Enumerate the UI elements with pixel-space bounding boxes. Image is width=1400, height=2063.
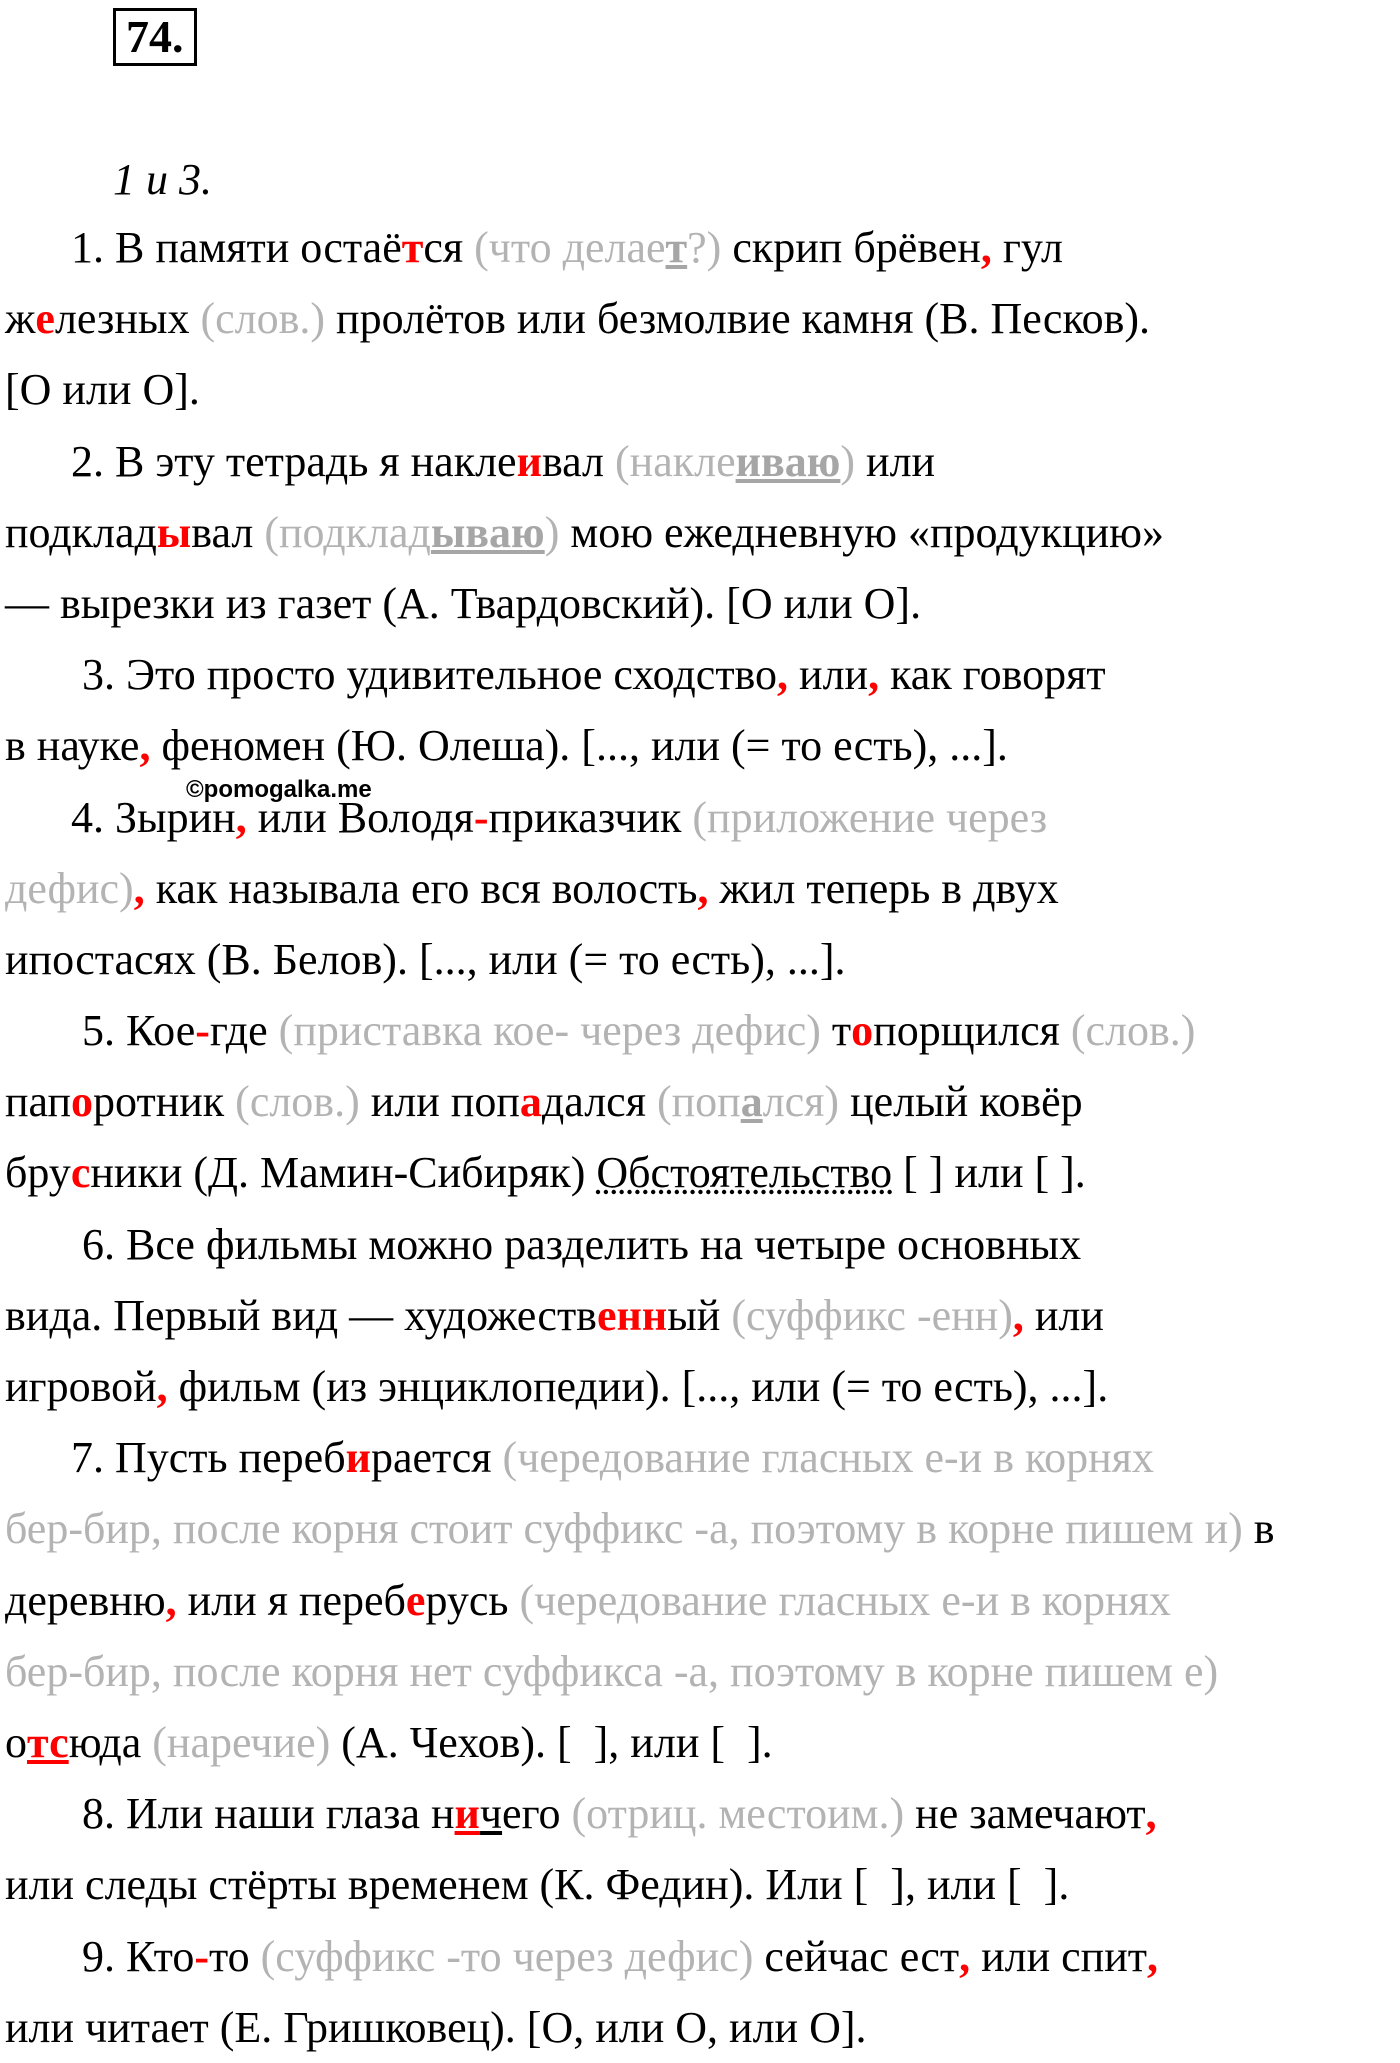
text-segment: как говорят (879, 650, 1106, 700)
text-segment: как называла его вся волость (144, 863, 698, 913)
text-line (5, 995, 1397, 1066)
text-segment: вида. Первый вид — художеств (5, 1290, 597, 1340)
grammar-note: (отриц. местоим.) (571, 1789, 905, 1839)
grammar-note: (приложение через (692, 792, 1048, 842)
text-segment: или (855, 436, 936, 486)
grammar-note: (подклад (264, 507, 431, 557)
text-line (5, 1066, 1397, 1137)
text-segment: бру (5, 1148, 71, 1198)
text-line (5, 212, 1397, 283)
highlighted-letter: , (139, 721, 151, 771)
text-segment: ч (479, 1789, 503, 1839)
highlighted-letter: ы (156, 507, 192, 557)
text-segment: пролётов или безмолвие камня (В. Песков). (325, 294, 1151, 344)
text-segment: 1. В памяти остаё (5, 223, 402, 272)
text-segment: или Володя (246, 792, 474, 842)
highlighted-letter: , (165, 1575, 177, 1625)
text-segment: порщился (873, 1006, 1071, 1056)
text-segment: пап (5, 1077, 72, 1127)
text-segment: 7. Пусть переб (5, 1433, 346, 1483)
text-line (5, 710, 1397, 781)
text-segment: рается (370, 1433, 503, 1483)
text-segment: 6. Все фильмы можно разделить на четыре основных (5, 1219, 1082, 1269)
highlighted-letter: т (401, 223, 424, 272)
text-segment: деревню (5, 1575, 166, 1625)
text-segment: (А. Чехов). [ ], или [ ]. (330, 1717, 773, 1767)
highlighted-letter: а (519, 1077, 542, 1127)
grammar-note: (наречие) (152, 1717, 331, 1767)
text-segment: ся (423, 223, 475, 272)
text-segment: или я переб (176, 1575, 406, 1625)
highlighted-letter: и (516, 436, 542, 486)
text-line (5, 1565, 1397, 1636)
text-segment: то (208, 1931, 261, 1981)
grammar-note: бер-бир, после корня стоит суффикс -а, поэтому в корне пишем и) (5, 1504, 1243, 1554)
text-segment: вал (541, 436, 616, 486)
text-segment: ж (5, 294, 36, 344)
grammar-note: (чередование гласных е-и в корнях (519, 1575, 1171, 1625)
highlighted-letter: , (868, 650, 880, 700)
text-segment: или читает (Е. Гришковец). [О, или О, или О]. (5, 2002, 867, 2052)
text-segment: фильм (из энциклопедии). [..., или (= то есть), ...]. (167, 1362, 1109, 1411)
text-segment: приказчик (488, 792, 693, 842)
text-segment: лезных (54, 294, 201, 344)
text-segment: 4. Зырин (5, 792, 236, 842)
text-line (5, 1493, 1397, 1564)
highlighted-letter: с (70, 1148, 91, 1198)
highlighted-letter: о (851, 1006, 874, 1056)
grammar-note: иваю (735, 436, 841, 486)
text-segment: игровой (5, 1362, 157, 1411)
grammar-note: а (740, 1077, 763, 1127)
text-line (5, 924, 1397, 995)
text-segment: или следы стёрты временем (К. Федин). Или [ ], или [ ]. (5, 1860, 1070, 1910)
text-line (5, 354, 1397, 425)
text-segment: ники (Д. Мамин-Сибиряк) (90, 1148, 597, 1198)
text-line (5, 426, 1397, 497)
text-line (5, 639, 1397, 710)
highlighted-letter: , (156, 1362, 168, 1411)
text-segment: вал (191, 507, 265, 557)
highlighted-letter: , (1012, 1290, 1024, 1340)
text-segment: [О или О]. (5, 365, 200, 415)
highlighted-letter: , (777, 650, 789, 700)
text-segment: целый ковёр (839, 1077, 1083, 1127)
highlighted-letter: , (235, 792, 247, 842)
text-line (5, 1921, 1397, 1992)
text-segment: в науке (5, 721, 140, 771)
grammar-note: (суффикс -то через дефис) (260, 1931, 754, 1981)
text-line (5, 1992, 1397, 2063)
grammar-note: лся) (762, 1077, 840, 1127)
text-segment: в (1242, 1504, 1275, 1554)
text-segment: феномен (Ю. Олеша). [..., или (= то есть), ...]. (150, 721, 1008, 771)
text-line (5, 1707, 1397, 1778)
highlighted-letter: , (1147, 1931, 1158, 1981)
text-segment: сейчас ест (753, 1931, 960, 1981)
grammar-note: бер-бир, после корня нет суффикса -а, поэтому в корне пишем е) (5, 1646, 1219, 1696)
text-line (5, 853, 1397, 924)
text-segment: 5. Кое (5, 1006, 196, 1056)
text-segment: гул (991, 223, 1063, 272)
text-segment: 9. Кто (5, 1931, 195, 1981)
text-segment: т (820, 1006, 852, 1056)
text-line (5, 1280, 1397, 1351)
grammar-note: ) (840, 436, 856, 486)
text-segment: [ ] или [ ]. (892, 1148, 1086, 1198)
text-segment: 2. В эту тетрадь я накле (5, 436, 517, 486)
grammar-note: (чередование гласных е-и в корнях (502, 1433, 1154, 1483)
grammar-note: (что делае (474, 223, 666, 272)
grammar-note: дефис) (5, 863, 134, 913)
text-segment: подклад (5, 507, 157, 557)
grammar-note: (накле (615, 436, 736, 486)
grammar-note: (слов.) (235, 1077, 360, 1127)
highlighted-letter: и (345, 1433, 371, 1483)
text-segment: дался (541, 1077, 657, 1127)
text-line (5, 1209, 1397, 1280)
highlighted-letter: - (194, 1931, 209, 1981)
text-segment: о (5, 1717, 27, 1767)
text-line (5, 1778, 1397, 1849)
text-segment: скрип брёвен (721, 223, 981, 272)
section-label: 1 и 3. (113, 155, 212, 204)
text-segment: юда (68, 1717, 153, 1767)
text-segment: жил теперь в двух (708, 863, 1059, 913)
exercise-number: 74. (113, 8, 197, 66)
grammar-note: (слов.) (200, 294, 326, 344)
grammar-note: (слов.) (1070, 1006, 1196, 1056)
grammar-note: (поп (656, 1077, 741, 1127)
watermark: ©pomogalka.me (186, 776, 372, 803)
highlighted-letter: е (405, 1575, 426, 1625)
text-line (5, 1137, 1397, 1208)
text-segment: ротник (93, 1077, 236, 1127)
text-segment: ый (667, 1290, 732, 1340)
text-line (5, 1849, 1397, 1920)
highlighted-letter: , (133, 863, 145, 913)
text-segment: или (1023, 1290, 1104, 1340)
grammar-note: (суффикс -енн) (731, 1290, 1013, 1340)
text-segment: 8. Или наши глаза н (5, 1789, 455, 1839)
grammar-note: ываю (430, 507, 545, 557)
text-line (5, 1422, 1397, 1493)
text-segment: Обстоятельство (596, 1148, 893, 1198)
grammar-note: ) (544, 507, 560, 557)
highlighted-letter: о (71, 1077, 94, 1127)
text-segment: или поп (359, 1077, 520, 1127)
text-segment: его (502, 1789, 572, 1839)
text-segment: — вырезки из газет (А. Твардовский). [О или О]. (5, 578, 922, 628)
grammar-note: т (665, 223, 688, 272)
highlighted-letter: - (195, 1006, 210, 1056)
text-line (5, 568, 1397, 639)
text-segment: или спит (970, 1931, 1147, 1981)
highlighted-letter: енн (596, 1290, 668, 1340)
text-line (5, 497, 1397, 568)
highlighted-letter: , (980, 223, 992, 272)
text-segment: мою ежедневную «продукцию» (559, 507, 1165, 557)
text-segment: не замечают (904, 1789, 1146, 1839)
text-line (5, 1636, 1397, 1707)
highlighted-letter: , (1145, 1789, 1157, 1839)
highlighted-letter: тс (27, 1717, 69, 1767)
text-segment: 3. Это просто удивительное сходство (5, 650, 778, 700)
text-segment: ипостасях (В. Белов). [..., или (= то есть), ...]. (5, 934, 846, 984)
text-segment: русь (425, 1575, 520, 1625)
highlighted-letter: , (959, 1931, 971, 1981)
grammar-note: ?) (687, 223, 722, 272)
text-line (5, 283, 1397, 354)
exercise-text (5, 212, 1397, 2063)
text-segment: где (209, 1006, 279, 1056)
highlighted-letter: , (697, 863, 709, 913)
text-line (5, 1351, 1397, 1422)
highlighted-letter: и (454, 1789, 480, 1839)
highlighted-letter: - (473, 792, 489, 842)
text-segment: или (788, 650, 869, 700)
highlighted-letter: е (35, 294, 55, 344)
grammar-note: (приставка кое- через дефис) (278, 1006, 821, 1056)
